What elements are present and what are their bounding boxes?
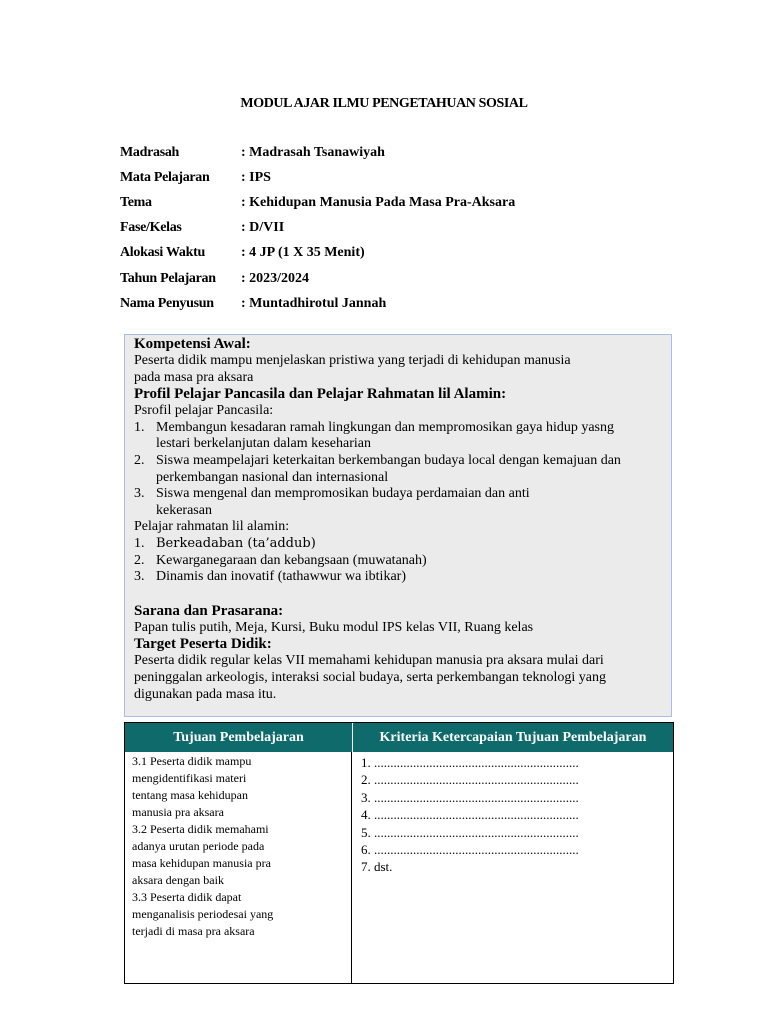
kriteria-line: 6. ............................................................... bbox=[361, 842, 579, 858]
pancasila-label: Psrofil pelajar Pancasila: bbox=[134, 403, 274, 419]
tujuan-line: tentang masa kehidupan bbox=[132, 788, 248, 802]
meta-row-nama-penyusun bbox=[120, 291, 515, 316]
meta-key: Nama Penyusun bbox=[120, 295, 214, 311]
meta-key: Alokasi Waktu bbox=[120, 245, 205, 261]
meta-value: : Muntadhirotul Jannah bbox=[241, 295, 387, 311]
kriteria-line: 7. dst. bbox=[361, 859, 393, 875]
item-number: 2. bbox=[134, 552, 145, 568]
meta-key: Madrasah bbox=[120, 144, 180, 160]
tujuan-line: mengidentifikasi materi bbox=[132, 771, 247, 785]
pancasila-list bbox=[134, 420, 671, 520]
item-number: 3. bbox=[134, 486, 145, 502]
tujuan-line: terjadi di masa pra aksara bbox=[132, 924, 255, 938]
list-item bbox=[134, 536, 671, 553]
meta-value: : Kehidupan Manusia Pada Masa Pra-Aksara bbox=[241, 194, 516, 210]
header-kriteria: Kriteria Ketercapaian Tujuan Pembelajaran bbox=[379, 729, 647, 745]
item-text: kekerasan bbox=[156, 502, 212, 518]
item-text: Kewarganegaraan dan kebangsaan (muwatanah) bbox=[156, 552, 427, 568]
meta-row-mata-pelajaran bbox=[120, 165, 515, 190]
kriteria-line: 1. ............................................................... bbox=[361, 755, 579, 770]
profil-heading: Profil Pelajar Pancasila dan Pelajar Rahmatan lil Alamin: bbox=[134, 386, 507, 403]
meta-key: Tema bbox=[120, 194, 152, 210]
target-line: peninggalan arkeologis, interaksi social budaya, serta perkembangan teknologi yang bbox=[134, 669, 606, 685]
item-number: 2. bbox=[134, 452, 145, 468]
kriteria-cell bbox=[352, 752, 673, 983]
meta-value: : Madrasah Tsanawiyah bbox=[241, 144, 385, 160]
list-item bbox=[134, 420, 671, 453]
target-heading: Target Peserta Didik: bbox=[134, 636, 272, 653]
module-identity bbox=[120, 140, 515, 316]
item-text: Membangun kesadaran ramah lingkungan dan mempromosikan gaya hidup yasng bbox=[156, 419, 614, 435]
meta-key: Mata Pelajaran bbox=[120, 169, 210, 185]
info-box bbox=[124, 334, 672, 717]
tujuan-line: adanya urutan periode pada bbox=[132, 839, 265, 853]
item-number: 1. bbox=[134, 535, 145, 551]
meta-key: Tahun Pelajaran bbox=[120, 270, 216, 286]
item-text: perkembangan nasional dan internasional bbox=[156, 469, 389, 485]
meta-row-tema bbox=[120, 190, 515, 215]
item-number: 1. bbox=[134, 419, 145, 435]
meta-row-tahun-pelajaran bbox=[120, 266, 515, 291]
meta-value: : IPS bbox=[241, 169, 271, 185]
rahmatan-label: Pelajar rahmatan lil alamin: bbox=[134, 519, 290, 535]
tujuan-line: manusia pra aksara bbox=[132, 805, 224, 819]
sarana-text: Papan tulis putih, Meja, Kursi, Buku modul IPS kelas VII, Ruang kelas bbox=[134, 619, 534, 635]
tujuan-line: menganalisis periodesai yang bbox=[132, 907, 274, 921]
tujuan-line: 3.1 Peserta didik mampu bbox=[132, 754, 252, 768]
meta-key: Fase/Kelas bbox=[120, 220, 182, 236]
item-text: Siswa mengenal dan mempromosikan budaya perdamaian dan anti bbox=[156, 486, 530, 502]
meta-row-madrasah bbox=[120, 140, 515, 165]
list-item bbox=[134, 486, 671, 519]
target-line: Peserta didik regular kelas VII memahami kehidupan manusia pra aksara mulai dari bbox=[134, 653, 604, 669]
kompetensi-line: Peserta didik mampu menjelaskan pristiwa yang terjadi di kehidupan manusia bbox=[134, 353, 571, 368]
meta-value: : 4 JP (1 X 35 Menit) bbox=[241, 245, 365, 261]
item-text: lestari berkelanjutan dalam keseharian bbox=[156, 436, 371, 452]
tujuan-line: 3.2 Peserta didik memahami bbox=[132, 822, 269, 836]
kompetensi-heading: Kompetensi Awal: bbox=[134, 336, 251, 352]
kriteria-line: 5. ............................................................... bbox=[361, 824, 579, 840]
meta-value: : D/VII bbox=[241, 220, 285, 236]
meta-row-alokasi-waktu bbox=[120, 241, 515, 266]
tujuan-line: 3.3 Peserta didik dapat bbox=[132, 890, 242, 904]
kompetensi-line: pada masa pra aksara bbox=[134, 369, 254, 385]
tujuan-line: masa kehidupan manusia pra bbox=[132, 856, 271, 870]
tujuan-line: aksara dengan baik bbox=[132, 873, 224, 887]
item-number: 3. bbox=[134, 569, 145, 585]
learning-objectives-table bbox=[124, 722, 674, 984]
target-line: digunakan pada masa itu. bbox=[134, 686, 277, 702]
rahmatan-list bbox=[134, 536, 671, 586]
list-item bbox=[134, 553, 671, 570]
item-text: Berkeadaban (ta’addub) bbox=[156, 535, 316, 551]
meta-value: : 2023/2024 bbox=[241, 270, 310, 286]
meta-row-fase-kelas bbox=[120, 216, 515, 241]
list-item bbox=[134, 453, 671, 486]
sarana-heading: Sarana dan Prasarana: bbox=[134, 602, 284, 619]
kriteria-line: 3. ............................................................... bbox=[361, 789, 579, 805]
table-row bbox=[125, 752, 673, 983]
item-text: Dinamis dan inovatif (tathawwur wa ibtikar) bbox=[156, 569, 406, 585]
tujuan-cell bbox=[125, 752, 352, 983]
item-text: Siswa meampelajari keterkaitan berkembangan budaya local dengan kemajuan dan bbox=[156, 452, 621, 468]
table-header-row bbox=[125, 723, 673, 752]
list-item bbox=[134, 569, 671, 586]
kriteria-line: 2. ............................................................... bbox=[361, 772, 579, 788]
document-title: MODUL AJAR ILMU PENGETAHUAN SOSIAL bbox=[240, 96, 528, 111]
header-tujuan: Tujuan Pembelajaran bbox=[125, 723, 353, 752]
kriteria-line: 4. ............................................................... bbox=[361, 807, 579, 823]
info-content bbox=[134, 336, 671, 703]
